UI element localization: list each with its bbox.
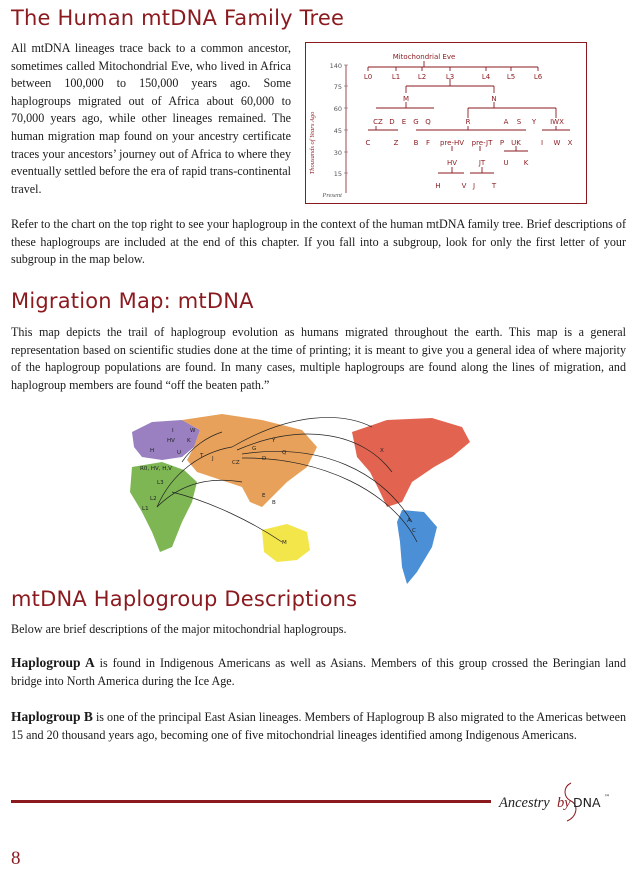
tree-node: X (567, 139, 573, 147)
map-label: E (262, 493, 266, 499)
tree-node: C (365, 139, 371, 147)
tree-node: P (499, 139, 505, 147)
tree-node: L6 (533, 73, 543, 81)
tree-node: D (389, 118, 395, 126)
ancestry-by-dna-logo (497, 777, 632, 827)
tree-node: I (540, 139, 544, 147)
page-title: The Human mtDNA Family Tree (11, 6, 345, 30)
map-label: B (272, 500, 276, 506)
map-label: A (407, 518, 411, 524)
tree-node: CZ (373, 118, 383, 126)
map-label: HV (167, 438, 175, 444)
map-label: R0, HV, H,V (140, 466, 172, 472)
y-tick: 75 (333, 83, 342, 91)
tree-node: L5 (506, 73, 516, 81)
y-tick: 15 (333, 170, 342, 178)
tree-node: B (413, 139, 419, 147)
map-label: U (177, 450, 182, 456)
y-tick: Present (322, 192, 342, 199)
map-label: K (187, 438, 191, 444)
tree-node: K (523, 159, 529, 167)
tree-node: HV (446, 159, 458, 167)
map-label: M (282, 540, 287, 546)
map-label: CZ (232, 460, 240, 466)
tree-node: U (503, 159, 509, 167)
haplogroup-a-label: Haplogroup A (11, 655, 95, 670)
haplogroup-b-paragraph (11, 708, 626, 744)
tree-node: R (465, 118, 471, 126)
tree-node: L4 (481, 73, 491, 81)
haplogroup-b-text: is one of the principal East Asian lineages. Members of Haplogroup B also migrated to the Americas between 15 and 20 thousand years ago, becoming one of five mitochondrial lineages identified among Indigenous Americans. (11, 710, 627, 742)
map-label: W (190, 428, 196, 434)
family-tree-chart (305, 42, 587, 204)
tree-node: E (401, 118, 407, 126)
map-label: Y (272, 438, 276, 444)
y-tick: 140 (329, 62, 342, 70)
map-label: L1 (142, 506, 149, 512)
y-tick: 45 (333, 127, 342, 135)
tree-node: M (402, 95, 410, 103)
section-title-migration: Migration Map: mtDNA (11, 289, 254, 313)
tree-node: Y (531, 118, 537, 126)
tree-node: UK (511, 139, 521, 147)
map-label: X (380, 448, 384, 454)
tree-node: L3 (445, 73, 455, 81)
map-label: C (412, 528, 416, 534)
map-label: J (212, 456, 214, 462)
tree-node: W (553, 139, 561, 147)
haplogroup-a-text: is found in Indigenous Americans as well as Asians. Members of this group crossed the Beringian land bridge into North America during the Ice Age. (11, 656, 627, 688)
y-tick: 60 (333, 105, 342, 113)
footer-divider (11, 800, 491, 803)
y-axis-label: Thousands of Years Ago (309, 111, 316, 175)
tree-node: J (472, 182, 476, 190)
refer-paragraph: Refer to the chart on the top right to see your haplogroup in the context of the human mtDNA family tree. Brief descriptions of these haplogroups are included at the end of this chapter. If you fall into a subgroup, look for only the first letter of your subgroup in the map below. (11, 217, 626, 267)
tree-node: H (435, 182, 441, 190)
map-label: L2 (150, 496, 157, 502)
map-label: H (150, 448, 155, 454)
logo-tm: ™ (604, 794, 610, 801)
logo-by: by (557, 795, 571, 811)
descriptions-intro: Below are brief descriptions of the major mitochondrial haplogroups. (11, 622, 347, 636)
tree-node: L1 (391, 73, 401, 81)
tree-node: G (413, 118, 419, 126)
tree-node: L0 (363, 73, 373, 81)
y-tick: 30 (333, 149, 342, 157)
tree-node: pre-HV (439, 139, 465, 147)
tree-node: F (425, 139, 431, 147)
map-label: T (200, 453, 204, 459)
tree-node: N (491, 95, 497, 103)
haplogroup-a-paragraph (11, 654, 626, 690)
map-label: D (262, 456, 267, 462)
intro-paragraph: All mtDNA lineages trace back to a common ancestor, sometimes called Mitochondrial Eve, who lived in Africa between 100,000 to 150,000 years ago. Some haplogroups migrated out of Africa about 60,000 to 70,000 years ago, while other lineages remained. The human migration map found on your ancestry certificate traces your ancestors’ journey out of Africa to where they eventually settled before the era of rapid trans-continental travel. (11, 41, 291, 196)
map-label: I (172, 428, 174, 434)
tree-node: V (461, 182, 467, 190)
tree-node: S (516, 118, 522, 126)
logo-dna: DNA (573, 795, 601, 810)
map-label: L3 (157, 480, 164, 486)
section-title-descriptions: mtDNA Haplogroup Descriptions (11, 587, 358, 611)
map-label: Q (282, 450, 287, 456)
tree-node: Q (425, 118, 431, 126)
tree-node: Z (393, 139, 399, 147)
tree-node: T (491, 182, 497, 190)
tree-node: A (503, 118, 509, 126)
haplogroup-b-label: Haplogroup B (11, 709, 93, 724)
logo-ancestry: Ancestry (499, 795, 550, 811)
migration-paragraph: This map depicts the trail of haplogroup evolution as humans migrated throughout the earth. This map is a general representation based on scientific studies done at the time of printing; it is meant to give you a general idea of where majority of the haplogroup populations are found. In many cases, multiple haplogroups are found along the lines of migration, and haplogroup members are found “off the beaten path.” (11, 325, 626, 392)
tree-root-label: Mitochondrial Eve (392, 53, 456, 61)
tree-node: pre-JT (471, 139, 493, 147)
migration-map (112, 412, 482, 587)
tree-node: L2 (417, 73, 427, 81)
tree-node: JT (478, 159, 486, 167)
tree-node: IWX (550, 118, 564, 126)
map-label: G (252, 446, 257, 452)
page-number: 8 (11, 848, 21, 869)
